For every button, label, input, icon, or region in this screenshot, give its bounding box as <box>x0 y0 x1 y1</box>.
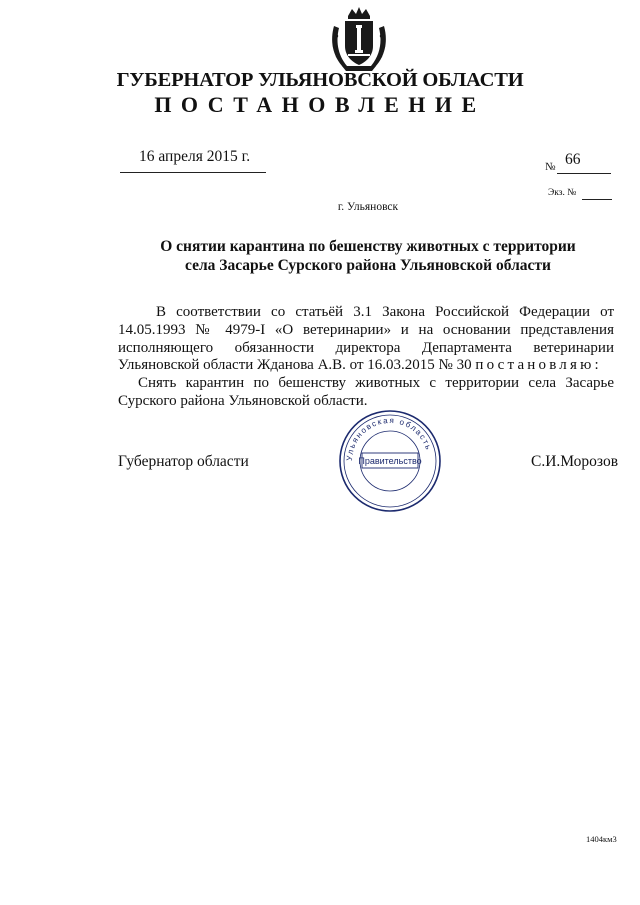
signatory-role: Губернатор области <box>118 453 249 470</box>
footer-code: 1404км3 <box>586 834 617 844</box>
seal-ring-text: Ульяновская область <box>344 415 434 462</box>
document-number: 66 <box>565 151 581 168</box>
document-body <box>118 304 614 411</box>
copy-number-underline <box>582 199 612 200</box>
coat-of-arms-emblem <box>328 6 390 72</box>
number-underline <box>557 173 611 174</box>
signatory-name: С.И.Морозов <box>531 453 619 470</box>
subject-line-2: села Засарье Сурского района Ульяновской области <box>185 257 551 274</box>
body-paragraph-1 <box>118 304 614 375</box>
body-paragraph-2: Снять карантин по бешенству животных с территории села Засарье Сурского района Ульяновской области. <box>118 375 614 409</box>
resolution-verb: постановляю: <box>475 357 602 374</box>
date-underline <box>120 172 266 173</box>
number-label: № <box>545 161 556 173</box>
document-subject <box>100 237 636 275</box>
issue-city: г. Ульяновск <box>337 201 399 213</box>
copy-number-label: Экз. № <box>548 188 577 198</box>
paragraph-1-text: В соответствии со статьёй 3.1 Закона Российской Федерации от 14.05.1993 № 4979-I «О ветеринарии» и на основании представления исполняющего обязанности директора Департамента ветеринарии Ульяновской области Жданова А.В. от 16.03.2015 № 30 <box>118 304 614 374</box>
official-seal <box>338 409 442 513</box>
seal-center-text: Правительство <box>358 456 422 466</box>
subject-line-1: О снятии карантина по бешенству животных с территории <box>160 238 576 255</box>
authority-title: ГУБЕРНАТОР УЛЬЯНОВСКОЙ ОБЛАСТИ <box>116 69 524 91</box>
document-date: 16 апреля 2015 г. <box>139 148 251 165</box>
document-type: ПОСТАНОВЛЕНИЕ <box>154 92 486 117</box>
